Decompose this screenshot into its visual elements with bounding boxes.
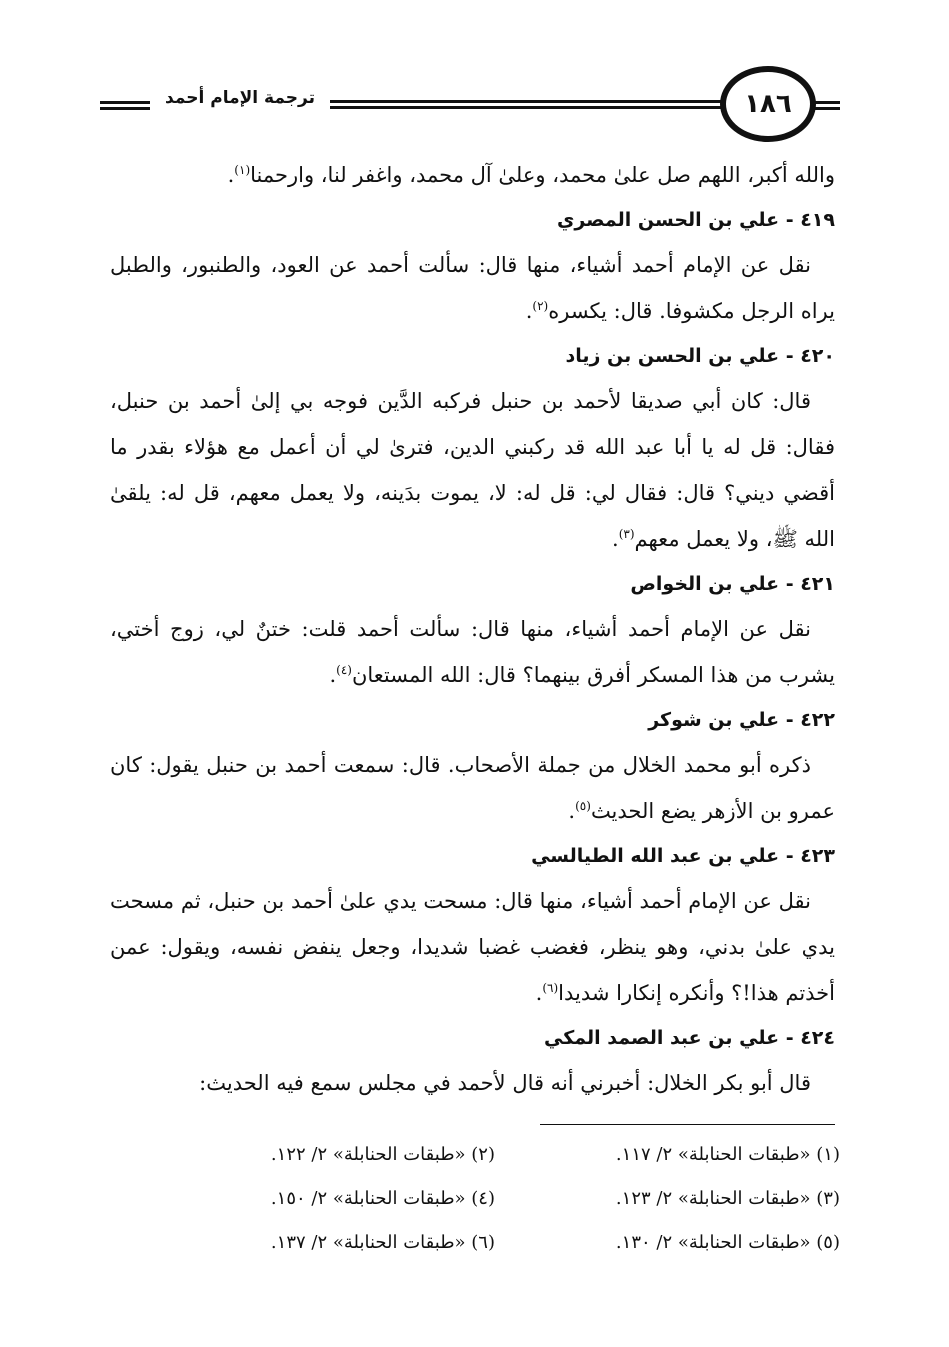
page-number: ١٨٦ [744, 89, 792, 119]
entry-heading: ٤٢١ - علي بن الخواص [630, 573, 835, 595]
header-rule [330, 106, 722, 109]
footnote-ref: (٦) [542, 981, 559, 995]
entry-body: ذكره أبو محمد الخلال من جملة الأصحاب. قال: سمعت أحمد بن حنبل يقول: كان عمرو بن الأزهر يضع الحديث [110, 753, 835, 823]
footnote-separator [540, 1124, 835, 1125]
entry-body: نقل عن الإمام أحمد أشياء، منها قال: مسحت يدي علىٰ أحمد بن حنبل، ثم مسحت يدي علىٰ بدني، وهو ينظر، فغضب غضبا شديدا، وجعل ينفض نفسه، ويقول: عمن أخذتم هذا!؟ وأنكره إنكارا شديدا [110, 889, 835, 1005]
entry-text: قال: كان أبي صديقا لأحمد بن حنبل فركبه الدَّين فوجه بي إلىٰ أحمد بن حنبل، فقال: قل له يا أبا عبد الله قد ركبني الدين، فترىٰ لي أن أعمل مع هؤلاء بقدر ما أقضي ديني؟ قال: فقال لي: قل له: لا، يموت بدَينه، ولا يعمل معهم، قل له: يلقىٰ الله ﷺ، ولا يعمل معهم$^{(٣)}$. [110, 389, 835, 551]
entry-heading: ٤١٩ - علي بن الحسن المصري [556, 209, 835, 231]
footnote-ref: (٢) [532, 299, 549, 313]
page-header [100, 60, 840, 150]
footnote-ref: (٥) [575, 799, 591, 813]
footnote-ref: (٣) [618, 527, 635, 541]
header-rule [100, 107, 150, 110]
entry-body: قال: كان أبي صديقا لأحمد بن حنبل فركبه الدَّين فوجه بي إلىٰ أحمد بن حنبل، فقال: قل له يا أبا عبد الله قد ركبني الدين، فترىٰ لي أن أعمل مع هؤلاء بقدر ما أقضي ديني؟ قال: فقال لي: قل له: لا، يموت بدَينه، ولا يعمل معهم، قل له: يلقىٰ الله ﷺ، ولا يعمل معهم [110, 389, 835, 551]
footnote: (٢) «طبقات الحنابلة» ٢/ ١٢٢. [270, 1144, 495, 1165]
entry-body: نقل عن الإمام أحمد أشياء، منها قال: سألت أحمد قلت: ختنٌ لي، زوج أختي، يشرب من هذا المسكر أفرق بينهما؟ قال: الله المستعان [110, 617, 835, 687]
running-title: ترجمة الإمام أحمد [165, 88, 315, 108]
entry-body: نقل عن الإمام أحمد أشياء، منها قال: سألت أحمد عن العود، والطنبور، والطبل يراه الرجل مكشوفا. قال: يكسره [110, 253, 835, 323]
entry-body: قال أبو بكر الخلال: أخبرني أنه قال لأحمد في مجلس سمع فيه الحديث: [199, 1071, 811, 1095]
footnote: (١) «طبقات الحنابلة» ٢/ ١١٧. [615, 1144, 840, 1165]
entry-heading: ٤٢٤ - علي بن عبد الصمد المكي [543, 1027, 835, 1049]
entry-heading: ٤٢٣ - علي بن عبد الله الطيالسي [531, 845, 835, 867]
header-rule [814, 101, 840, 104]
entry-heading: ٤٢٠ - علي بن الحسن بن زياد [565, 345, 835, 367]
footnote-ref: (٤) [336, 663, 352, 677]
entry-text [110, 1060, 835, 1106]
entry-text: نقل عن الإمام أحمد أشياء، منها قال: سألت أحمد عن العود، والطنبور، والطبل يراه الرجل مكشوفا. قال: يكسره$^{(٢)}$. [110, 253, 835, 323]
entry-text: ذكره أبو محمد الخلال من جملة الأصحاب. قال: سمعت أحمد بن حنبل يقول: كان عمرو بن الأزهر يضع الحديث$^{(٥)}$. [110, 753, 835, 823]
entry-text: نقل عن الإمام أحمد أشياء، منها قال: سألت أحمد قلت: ختنٌ لي، زوج أختي، يشرب من هذا المسكر أفرق بينهما؟ قال: الله المستعان$^{(٤)}$. [110, 617, 835, 687]
footnote: (٥) «طبقات الحنابلة» ٢/ ١٣٠. [615, 1232, 840, 1253]
header-rule [100, 101, 150, 104]
footnotes [150, 1135, 840, 1263]
entry-heading: ٤٢٢ - علي بن شوكر [648, 709, 835, 731]
footnote: (٣) «طبقات الحنابلة» ٢/ ١٢٣. [615, 1188, 840, 1209]
opening-paragraph: والله أكبر، اللهم صل علىٰ محمد، وعلىٰ آل محمد، واغفر لنا، وارحمنا$^{(١)}$. [227, 163, 835, 187]
page-number-oval [720, 66, 816, 142]
entry-text: نقل عن الإمام أحمد أشياء، منها قال: مسحت يدي علىٰ أحمد بن حنبل، ثم مسحت يدي علىٰ بدني، وهو ينظر، فغضب غضبا شديدا، وجعل ينفض نفسه، ويقول: عمن أخذتم هذا!؟ وأنكره إنكارا شديدا$^{(٦)}$. [110, 889, 835, 1005]
page-body [110, 152, 835, 1106]
footnote-ref: (١) [234, 163, 251, 177]
footnote: (٤) «طبقات الحنابلة» ٢/ ١٥٠. [270, 1188, 495, 1209]
header-rule [330, 100, 722, 103]
opening-text: والله أكبر، اللهم صل علىٰ محمد، وعلىٰ آل محمد، واغفر لنا، وارحمنا [250, 163, 835, 187]
header-rule [814, 107, 840, 110]
footnote: (٦) «طبقات الحنابلة» ٢/ ١٣٧. [270, 1232, 495, 1253]
